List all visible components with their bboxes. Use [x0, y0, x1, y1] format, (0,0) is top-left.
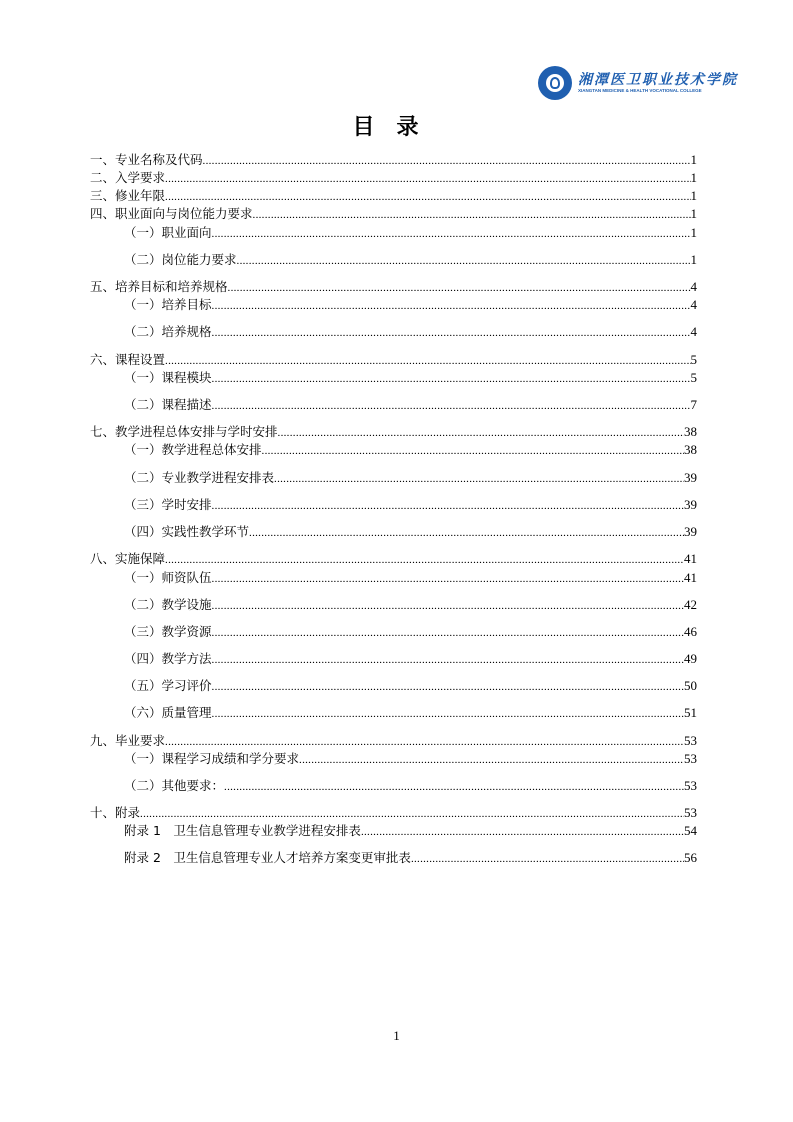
- toc-entry[interactable]: [90, 805, 697, 822]
- dot-leader: [212, 571, 684, 587]
- toc-entry[interactable]: [124, 442, 697, 459]
- toc-entry[interactable]: [90, 188, 697, 205]
- toc-entry[interactable]: [124, 225, 697, 242]
- toc-entry-page: 41: [684, 551, 697, 566]
- dot-leader: [278, 425, 684, 441]
- toc-entry[interactable]: [124, 705, 697, 722]
- toc-entry[interactable]: [90, 206, 697, 223]
- page-title: 目录: [352, 115, 441, 140]
- toc-entry-label: 七、教学进程总体安排与学时安排: [90, 424, 278, 439]
- toc-entry-label: （四）教学方法: [124, 651, 212, 666]
- dot-leader: [212, 679, 684, 695]
- toc-entry-label: （一）课程学习成绩和学分要求: [124, 751, 300, 766]
- toc-entry[interactable]: [124, 570, 697, 587]
- toc-entry-page: 53: [684, 778, 697, 793]
- dot-leader: [361, 824, 684, 840]
- toc-entry-label: （一）教学进程总体安排: [124, 442, 262, 457]
- dot-leader: [212, 371, 691, 387]
- toc-entry-label: 十、附录: [90, 805, 141, 820]
- toc-entry-page: 51: [684, 705, 697, 720]
- toc-entry-label: 二、入学要求: [90, 170, 166, 185]
- toc-entry[interactable]: [90, 424, 697, 441]
- dot-leader: [274, 471, 684, 487]
- toc-entry-page: 41: [684, 570, 697, 585]
- dot-leader: [165, 189, 690, 205]
- toc-entry-page: 39: [684, 524, 697, 539]
- dot-leader: [262, 443, 684, 459]
- toc-entry-page: 1: [690, 188, 697, 203]
- dot-leader: [411, 851, 684, 867]
- toc-entry[interactable]: [124, 497, 697, 514]
- toc-entry-label: （六）质量管理: [124, 705, 212, 720]
- toc-entry-page: 4: [690, 297, 697, 312]
- dot-leader: [212, 325, 691, 341]
- toc-entry-page: 38: [684, 424, 697, 439]
- toc-entry-page: 7: [690, 397, 697, 412]
- toc-entry-page: 53: [684, 751, 697, 766]
- college-seal-icon: [538, 66, 572, 100]
- toc-entry-page: 1: [690, 252, 697, 267]
- toc-entry-label: 九、毕业要求: [90, 733, 166, 748]
- toc-entry-label: （二）专业教学进程安排表: [124, 470, 275, 485]
- dot-leader: [212, 498, 684, 514]
- toc-entry-label: （二）培养规格: [124, 324, 212, 339]
- dot-leader: [299, 752, 684, 768]
- dot-leader: [228, 280, 691, 296]
- dot-leader: [212, 398, 691, 414]
- toc-entry-label: 一、专业名称及代码: [90, 152, 203, 167]
- toc-entry[interactable]: [124, 252, 697, 269]
- toc-entry-label: （一）师资队伍: [124, 570, 212, 585]
- toc-entry-label: 六、课程设置: [90, 352, 166, 367]
- toc-entry-page: 1: [690, 225, 697, 240]
- toc-entry[interactable]: [124, 778, 697, 795]
- dot-leader: [237, 253, 691, 269]
- toc-entry-page: 54: [684, 823, 697, 838]
- toc-entry-page: 5: [690, 352, 697, 367]
- toc-entry[interactable]: [124, 651, 697, 668]
- toc-entry-label: （二）其他要求：: [124, 778, 225, 793]
- toc-entry[interactable]: [124, 850, 697, 867]
- toc-entry[interactable]: [124, 524, 697, 541]
- toc-entry[interactable]: [90, 279, 697, 296]
- toc-entry-page: 39: [684, 497, 697, 512]
- toc-entry[interactable]: [124, 624, 697, 641]
- dot-leader: [203, 153, 691, 169]
- toc-entry-page: 39: [684, 470, 697, 485]
- page-number: 1: [393, 1028, 400, 1043]
- toc-entry-page: 56: [684, 850, 697, 865]
- toc-entry[interactable]: [124, 678, 697, 695]
- toc-entry-label: （三）教学资源: [124, 624, 212, 639]
- toc-entry[interactable]: [90, 352, 697, 369]
- dot-leader: [140, 806, 684, 822]
- toc-entry-page: 50: [684, 678, 697, 693]
- toc-entry[interactable]: [124, 297, 697, 314]
- toc-entry-label: 附录 2 卫生信息管理专业人才培养方案变更审批表: [124, 850, 411, 865]
- dot-leader: [212, 226, 691, 242]
- toc-entry-label: （一）课程模块: [124, 370, 212, 385]
- toc-entry[interactable]: [90, 551, 697, 568]
- toc-entry-label: 四、职业面向与岗位能力要求: [90, 206, 253, 221]
- toc-entry-page: 4: [690, 324, 697, 339]
- toc-entry-label: 八、实施保障: [90, 551, 166, 566]
- dot-leader: [212, 598, 684, 614]
- toc-entry[interactable]: [90, 170, 697, 187]
- toc-entry-label: （三）学时安排: [124, 497, 212, 512]
- toc-entry[interactable]: [124, 324, 697, 341]
- toc-entry-page: 4: [690, 279, 697, 294]
- dot-leader: [224, 779, 684, 795]
- dot-leader: [212, 625, 684, 641]
- toc-entry-page: 1: [690, 170, 697, 185]
- toc-entry-page: 1: [690, 206, 697, 221]
- toc-entry[interactable]: [124, 397, 697, 414]
- toc-entry[interactable]: [124, 370, 697, 387]
- toc-entry-page: 1: [690, 152, 697, 167]
- toc-entry-label: 五、培养目标和培养规格: [90, 279, 228, 294]
- toc-entry-label: （四）实践性教学环节: [124, 524, 250, 539]
- toc-entry[interactable]: [124, 470, 697, 487]
- dot-leader: [249, 525, 684, 541]
- dot-leader: [165, 171, 690, 187]
- toc-entry-label: 三、修业年限: [90, 188, 166, 203]
- toc-entry-page: 53: [684, 805, 697, 820]
- logo-english-name: XIANGTAN MEDICINE & HEALTH VOCATIONAL COLLEGE: [578, 88, 702, 93]
- toc-entry-page: 49: [684, 651, 697, 666]
- toc-entry-label: （二）课程描述: [124, 397, 212, 412]
- toc-entry[interactable]: [124, 751, 697, 768]
- dot-leader: [165, 552, 684, 568]
- toc-entry[interactable]: [124, 823, 697, 840]
- toc-entry-label: （一）职业面向: [124, 225, 212, 240]
- logo-chinese-name: 湘潭医卫职业技术学院: [578, 72, 738, 88]
- toc-entry-page: 42: [684, 597, 697, 612]
- college-logo: [538, 66, 738, 100]
- toc-entry-label: 附录 1 卫生信息管理专业教学进程安排表: [124, 823, 361, 838]
- toc-entry[interactable]: [124, 597, 697, 614]
- toc-entry-label: （二）教学设施: [124, 597, 212, 612]
- toc-entry-page: 46: [684, 624, 697, 639]
- toc-entry-label: （二）岗位能力要求: [124, 252, 237, 267]
- toc-entry-page: 53: [684, 733, 697, 748]
- toc-entry-page: 5: [690, 370, 697, 385]
- toc-entry-label: （五）学习评价: [124, 678, 212, 693]
- dot-leader: [212, 298, 691, 314]
- toc-entry-label: （一）培养目标: [124, 297, 212, 312]
- dot-leader: [253, 207, 691, 223]
- dot-leader: [165, 353, 690, 369]
- toc-entry-page: 38: [684, 442, 697, 457]
- dot-leader: [212, 652, 684, 668]
- dot-leader: [165, 734, 684, 750]
- toc-entry[interactable]: [90, 152, 697, 169]
- dot-leader: [212, 706, 684, 722]
- toc-entry[interactable]: [90, 733, 697, 750]
